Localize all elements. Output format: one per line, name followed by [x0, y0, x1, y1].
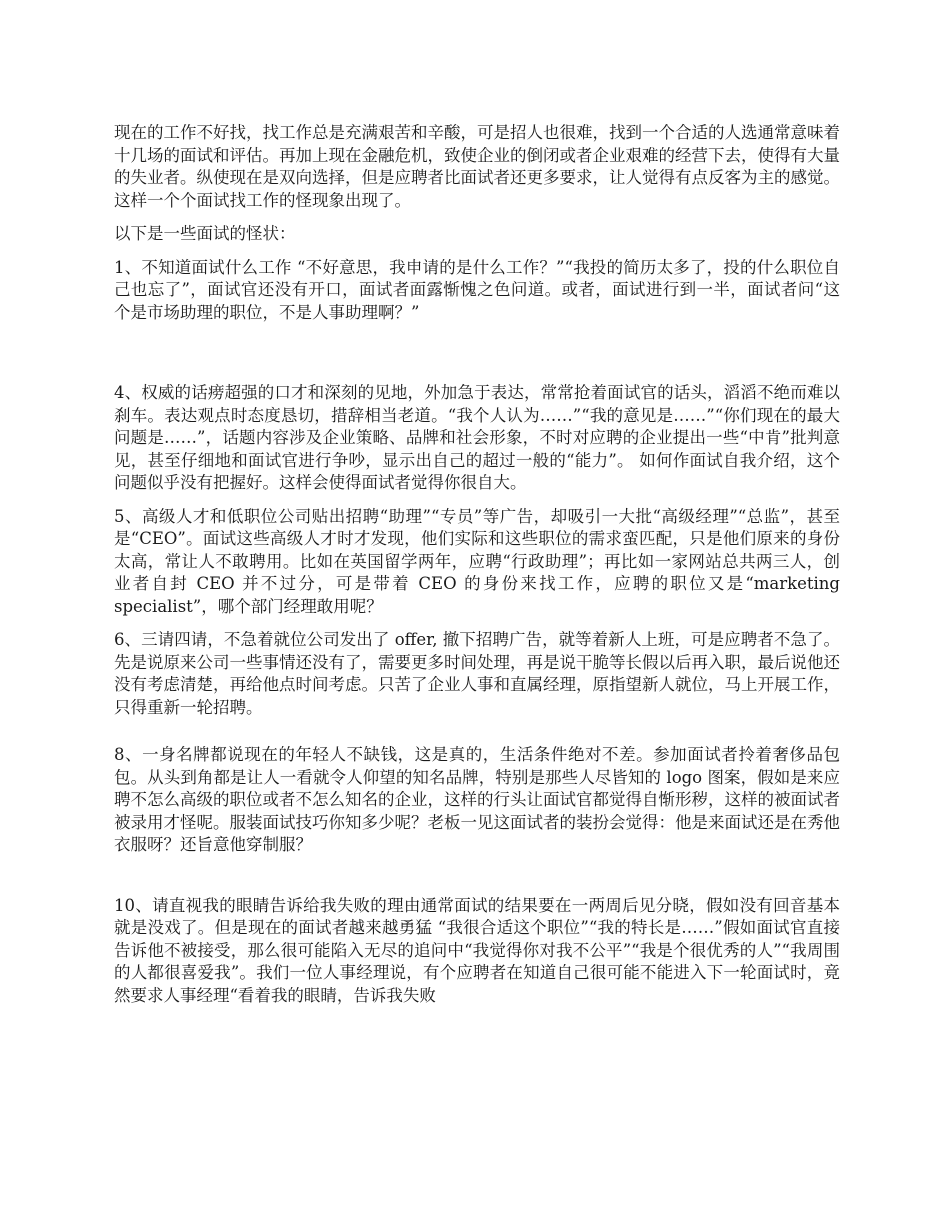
item-8-paragraph: 8、一身名牌都说现在的年轻人不缺钱，这是真的，生活条件绝对不差。参加面试者拎着奢侈品包包。从头到角都是让人一看就令人仰望的知名品牌，特别是那些人尽皆知的 logo 图案，假如是来应聘不怎么高级的职位或者不怎么知名的企业，这样的行头让面试官都觉得自惭形秽，这样的被面试者被录用才怪呢。服装面试技巧你知多少呢？老板一见这面试者的装扮会觉得：他是来面试还是在秀他衣服呀？还旨意他穿制服？ [114, 745, 840, 854]
item-10-paragraph: 10、请直视我的眼睛告诉给我失败的理由通常面试的结果要在一两周后见分晓，假如没有回音基本就是没戏了。但是现在的面试者越来越勇猛 “我很合适这个职位”“我的特长是……”假如面试官直接告诉他不被接受，那么很可能陷入无尽的追问中“我觉得你对我不公平”“我是个很优秀的人”“我周围的人都很喜爱我”。我们一位人事经理说，有个应聘者在知道自己很可能不能进入下一轮面试时，竟然要求人事经理“看着我的眼睛，告诉我失败 [114, 895, 840, 1005]
item-5-paragraph: 5、高级人才和低职位公司贴出招聘“助理”“专员”等广告，却吸引一大批“高级经理”“总监”，甚至是“CEO”。面试这些高级人才时才发现，他们实际和这些职位的需求蛮匹配，只是他们原来的身份太高，常让人不敢聘用。比如在英国留学两年，应聘“行政助理”；再比如一家网站总共两三人，创业者自封 CEO 并不过分，可是带着 CEO 的身份来找工作，应聘的职位又是“marketing specialist”，哪个部门经理敢用呢？ [114, 506, 840, 616]
item-4-paragraph: 4、权威的话痨超强的口才和深刻的见地，外加急于表达，常常抢着面试官的话头，滔滔不绝而难以刹车。表达观点时态度恳切，措辞相当老道。“我个人认为……”“我的意见是……”“你们现在的最大问题是……”，话题内容涉及企业策略、品牌和社会形象，不时对应聘的企业提出一些“中肯”批判意见，甚至仔细地和面试官进行争吵，显示出自己的超过一般的“能力”。 如何作面试自我介绍，这个问题似乎没有把握好。这样会使得面试者觉得你很自大。 [114, 383, 840, 492]
document-body [114, 122, 840, 1018]
list-heading: 以下是一些面试的怪状： [114, 224, 296, 243]
item-6-paragraph: 6、三请四请，不急着就位公司发出了 offer, 撤下招聘广告，就等着新人上班，可是应聘者不急了。先是说原来公司一些事情还没有了，需要更多时间处理，再是说干脆等长假以后再入职，最后说他还没有考虑清楚，再给他点时间考虑。只苦了企业人事和直属经理，原指望新人就位，马上开展工作，只得重新一轮招聘。 [114, 630, 840, 717]
intro-paragraph: 现在的工作不好找，找工作总是充满艰苦和辛酸，可是招人也很难，找到一个合适的人选通常意味着十几场的面试和评估。再加上现在金融危机，致使企业的倒闭或者企业艰难的经营下去，使得有大量的失业者。纵使现在是双向选择，但是应聘者比面试者还更多要求，让人觉得有点反客为主的感觉。这样一个个面试找工作的怪现象出现了。 [114, 123, 840, 210]
item-1-paragraph: 1、不知道面试什么工作 “不好意思，我申请的是什么工作？”“我投的简历太多了，投的什么职位自己也忘了”，面试官还没有开口，面试者面露惭愧之色问道。或者，面试进行到一半，面试者问“这个是市场助理的职位，不是人事助理啊？” [114, 257, 840, 322]
